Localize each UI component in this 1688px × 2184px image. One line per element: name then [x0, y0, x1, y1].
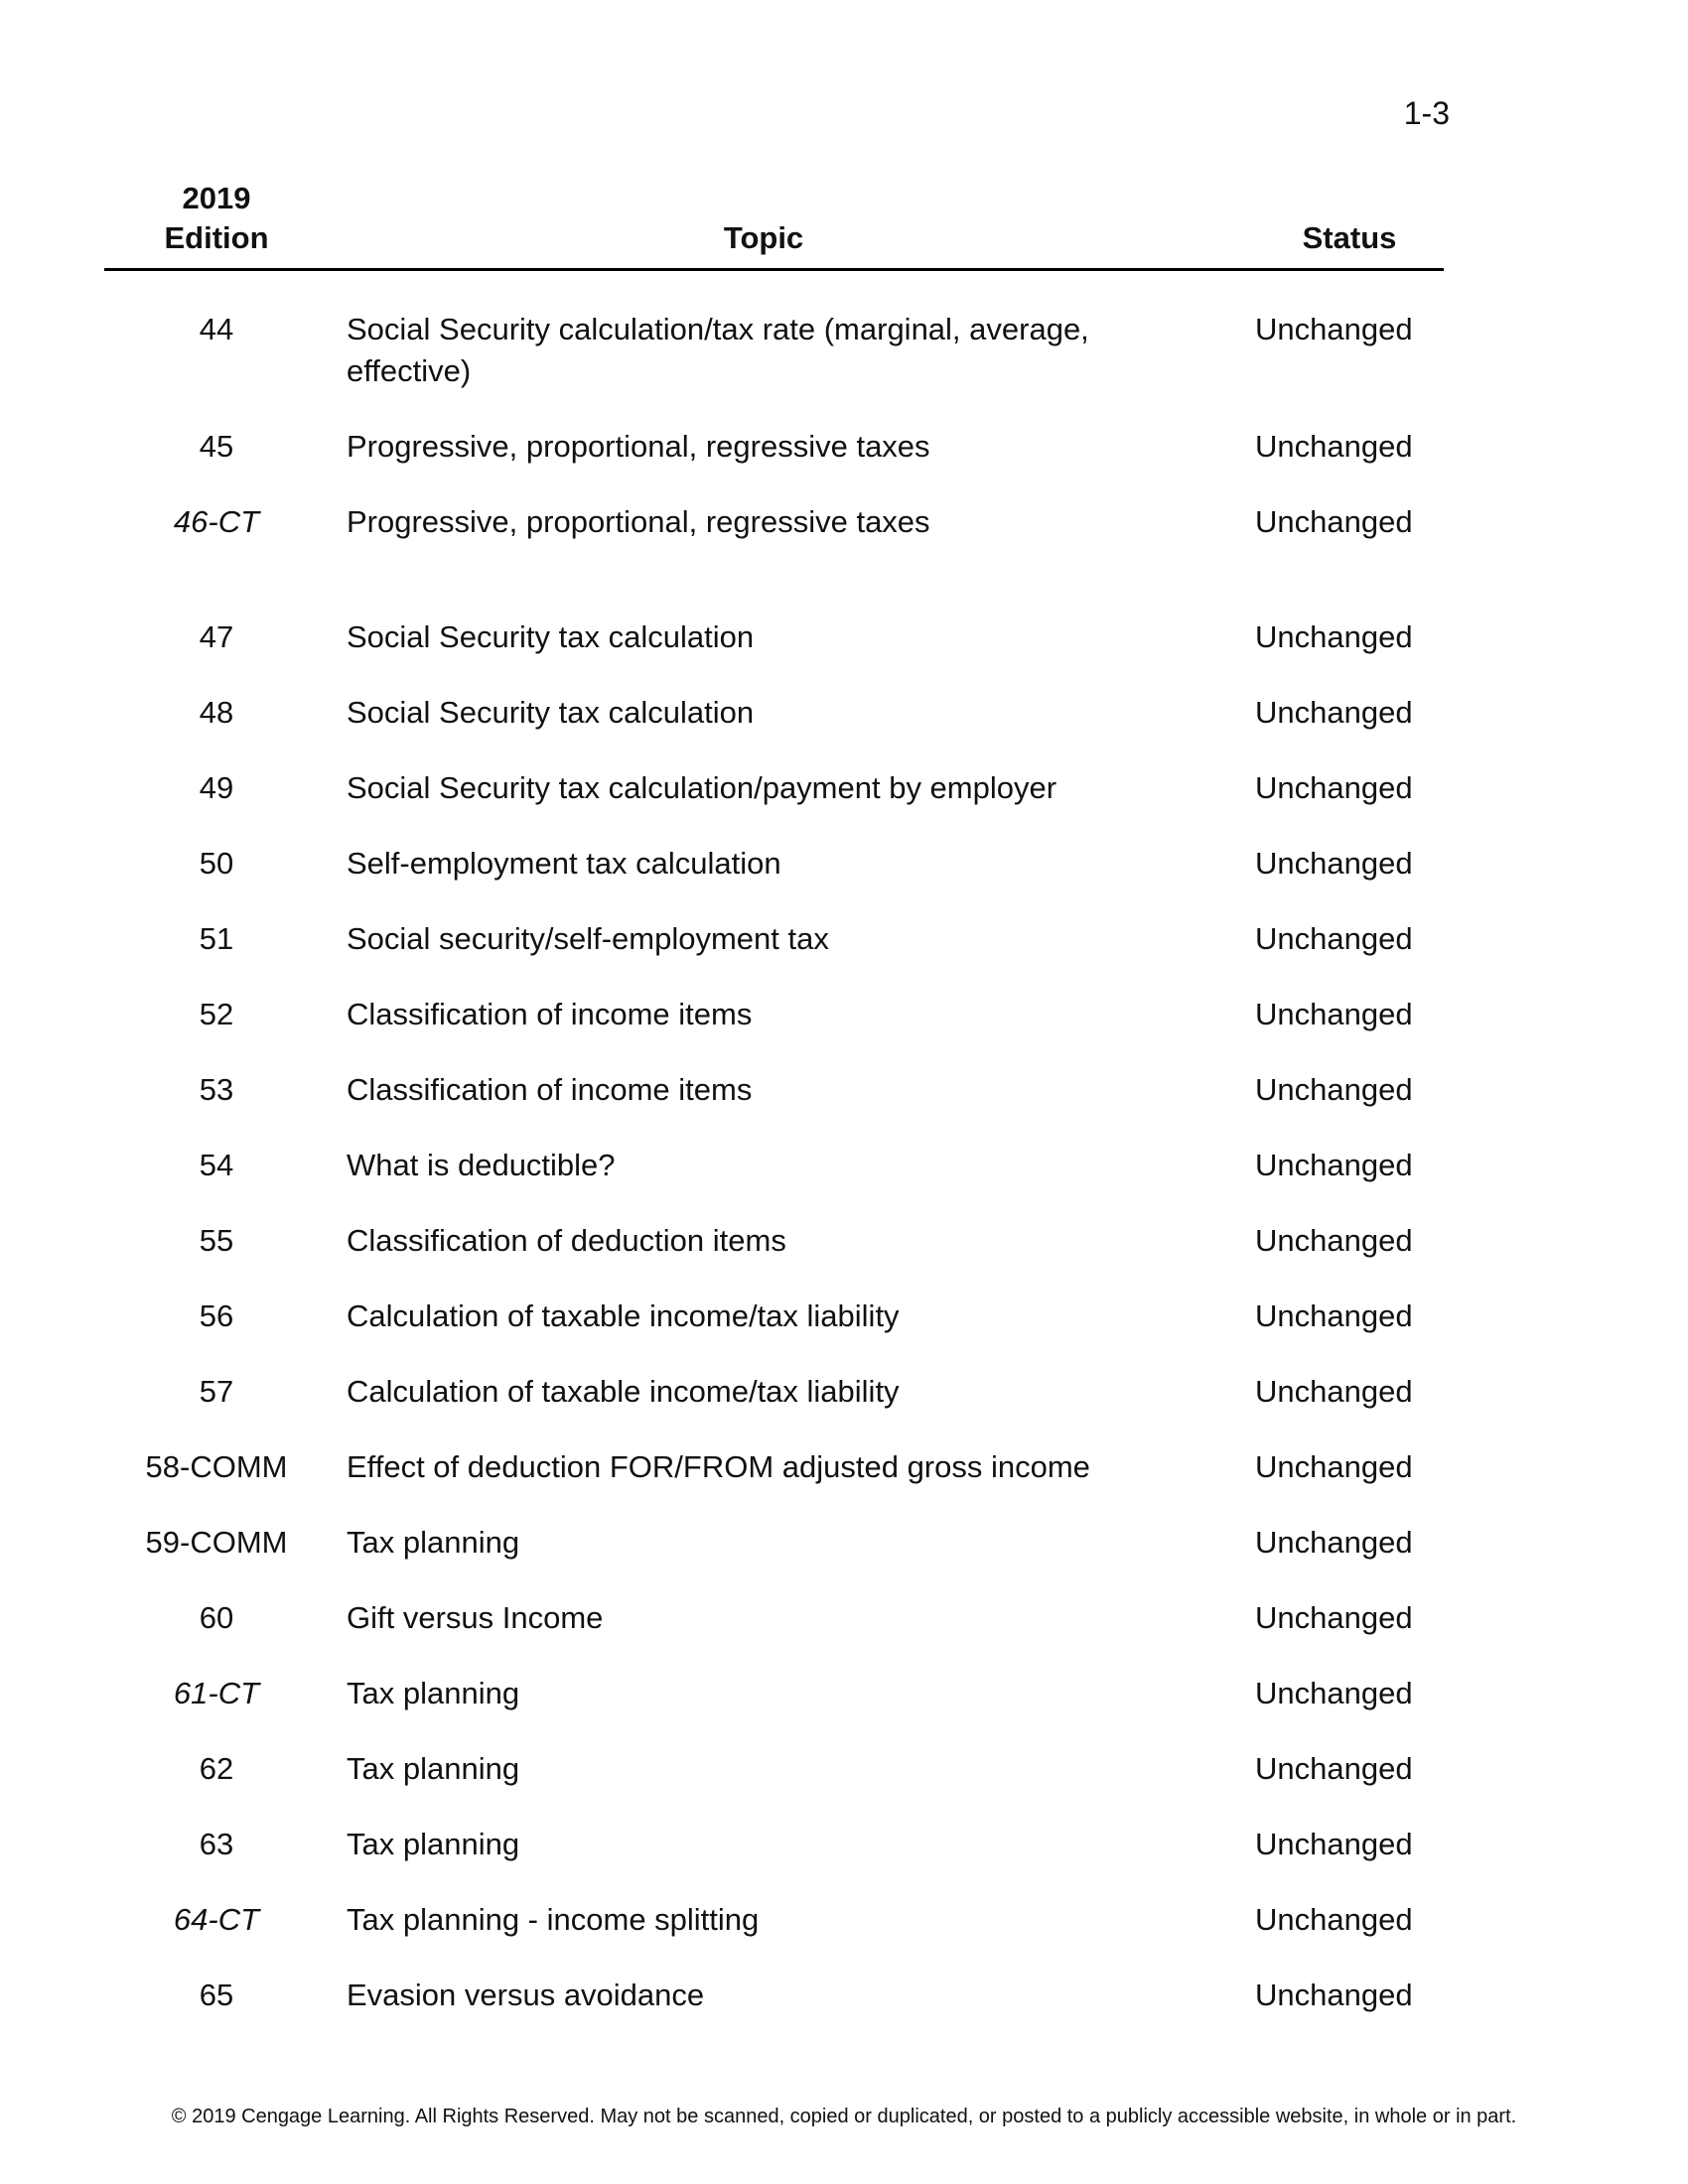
- edition-cell: 51: [199, 921, 234, 956]
- edition-cell: 50: [199, 846, 234, 881]
- edition-cell: 45: [199, 429, 234, 464]
- table-row: [0, 1673, 1688, 1714]
- status-cell: Unchanged: [1255, 997, 1413, 1031]
- topic-cell: Social Security tax calculation: [347, 619, 755, 654]
- topic-cell: Social security/self-employment tax: [347, 921, 829, 956]
- topic-cell: Classification of deduction items: [347, 1223, 786, 1258]
- status-cell: Unchanged: [1255, 504, 1413, 539]
- table-row: [0, 616, 1688, 658]
- status-cell: Unchanged: [1255, 312, 1413, 346]
- topic-cell: Social Security calculation/tax rate (marginal, average, effective): [347, 312, 1089, 388]
- status-cell: Unchanged: [1255, 1449, 1413, 1484]
- status-column-header: Status: [1302, 220, 1397, 255]
- topic-cell: Tax planning: [347, 1676, 520, 1710]
- table-row: [0, 918, 1688, 960]
- copyright-footer: © 2019 Cengage Learning. All Rights Reserved. May not be scanned, copied or duplicated, or posted to a publicly accessible website, in whole or in part.: [171, 2106, 1517, 2127]
- table-row: [0, 994, 1688, 1035]
- table-row: [0, 1899, 1688, 1941]
- topic-cell: Calculation of taxable income/tax liability: [347, 1298, 900, 1333]
- topic-cell: Progressive, proportional, regressive taxes: [347, 504, 930, 539]
- table-row: [0, 1220, 1688, 1262]
- topic-cell: Self-employment tax calculation: [347, 846, 781, 881]
- status-cell: Unchanged: [1255, 921, 1413, 956]
- topic-cell: Classification of income items: [347, 1072, 753, 1107]
- status-cell: Unchanged: [1255, 619, 1413, 654]
- edition-cell: 63: [199, 1827, 234, 1861]
- edition-cell: 59-COMM: [145, 1525, 288, 1560]
- table-body: [0, 309, 1688, 2016]
- header-rule: [104, 268, 1444, 271]
- status-cell: Unchanged: [1255, 1223, 1413, 1258]
- edition-cell: 47: [199, 619, 234, 654]
- status-cell: Unchanged: [1255, 1072, 1413, 1107]
- edition-cell: 49: [199, 770, 234, 805]
- topic-cell: Evasion versus avoidance: [347, 1978, 705, 2012]
- page-number: 1-3: [1403, 95, 1450, 131]
- table-row: [0, 1748, 1688, 1790]
- edition-cell: 64-CT: [173, 1902, 260, 1937]
- topic-cell: Progressive, proportional, regressive taxes: [347, 429, 930, 464]
- edition-cell: 61-CT: [173, 1676, 260, 1710]
- topic-cell: Tax planning: [347, 1525, 520, 1560]
- edition-column-header: [112, 179, 321, 258]
- edition-cell: 55: [199, 1223, 234, 1258]
- edition-cell: 65: [199, 1978, 234, 2012]
- edition-cell: 56: [199, 1298, 234, 1333]
- status-cell: Unchanged: [1255, 429, 1413, 464]
- edition-header-line1: 2019: [182, 181, 251, 215]
- topic-cell: Tax planning: [347, 1827, 520, 1861]
- status-cell: Unchanged: [1255, 1374, 1413, 1409]
- table-row: [0, 1824, 1688, 1865]
- edition-cell: 44: [199, 312, 234, 346]
- edition-cell: 62: [199, 1751, 234, 1786]
- topic-cell: Tax planning - income splitting: [347, 1902, 760, 1937]
- edition-cell: 53: [199, 1072, 234, 1107]
- table-row: [0, 1296, 1688, 1337]
- topic-cell: Social Security tax calculation/payment by employer: [347, 770, 1057, 805]
- status-cell: Unchanged: [1255, 1525, 1413, 1560]
- status-cell: Unchanged: [1255, 1600, 1413, 1635]
- status-cell: Unchanged: [1255, 1148, 1413, 1182]
- topic-column-header: Topic: [723, 220, 804, 255]
- edition-cell: 60: [199, 1600, 234, 1635]
- topic-cell: Social Security tax calculation: [347, 695, 755, 730]
- table-row: [0, 309, 1688, 392]
- topic-cell: Classification of income items: [347, 997, 753, 1031]
- status-cell: Unchanged: [1255, 1978, 1413, 2012]
- table-row: [0, 843, 1688, 885]
- status-cell: Unchanged: [1255, 695, 1413, 730]
- edition-cell: 57: [199, 1374, 234, 1409]
- table-row: [0, 501, 1688, 543]
- topic-cell: Calculation of taxable income/tax liability: [347, 1374, 900, 1409]
- status-cell: Unchanged: [1255, 1298, 1413, 1333]
- status-cell: Unchanged: [1255, 1902, 1413, 1937]
- table-row: [0, 1597, 1688, 1639]
- topic-cell: Tax planning: [347, 1751, 520, 1786]
- table-row: [0, 767, 1688, 809]
- status-cell: Unchanged: [1255, 770, 1413, 805]
- edition-cell: 54: [199, 1148, 234, 1182]
- table-row: [0, 426, 1688, 468]
- topic-cell: Effect of deduction FOR/FROM adjusted gross income: [347, 1449, 1090, 1484]
- topic-cell: Gift versus Income: [347, 1600, 604, 1635]
- table-row: [0, 1145, 1688, 1186]
- table-row: [0, 692, 1688, 734]
- edition-cell: 48: [199, 695, 234, 730]
- table-row: [0, 1371, 1688, 1413]
- edition-cell: 46-CT: [173, 504, 260, 539]
- status-cell: Unchanged: [1255, 1751, 1413, 1786]
- table-row: [0, 1975, 1688, 2016]
- topic-cell: What is deductible?: [347, 1148, 616, 1182]
- edition-cell: 52: [199, 997, 234, 1031]
- status-cell: Unchanged: [1255, 1827, 1413, 1861]
- edition-cell: 58-COMM: [145, 1449, 288, 1484]
- table-row: [0, 1446, 1688, 1488]
- status-cell: Unchanged: [1255, 1676, 1413, 1710]
- table-row: [0, 1522, 1688, 1564]
- status-cell: Unchanged: [1255, 846, 1413, 881]
- edition-header-line2: Edition: [164, 220, 269, 255]
- table-header: [0, 179, 1688, 258]
- table-row: [0, 1069, 1688, 1111]
